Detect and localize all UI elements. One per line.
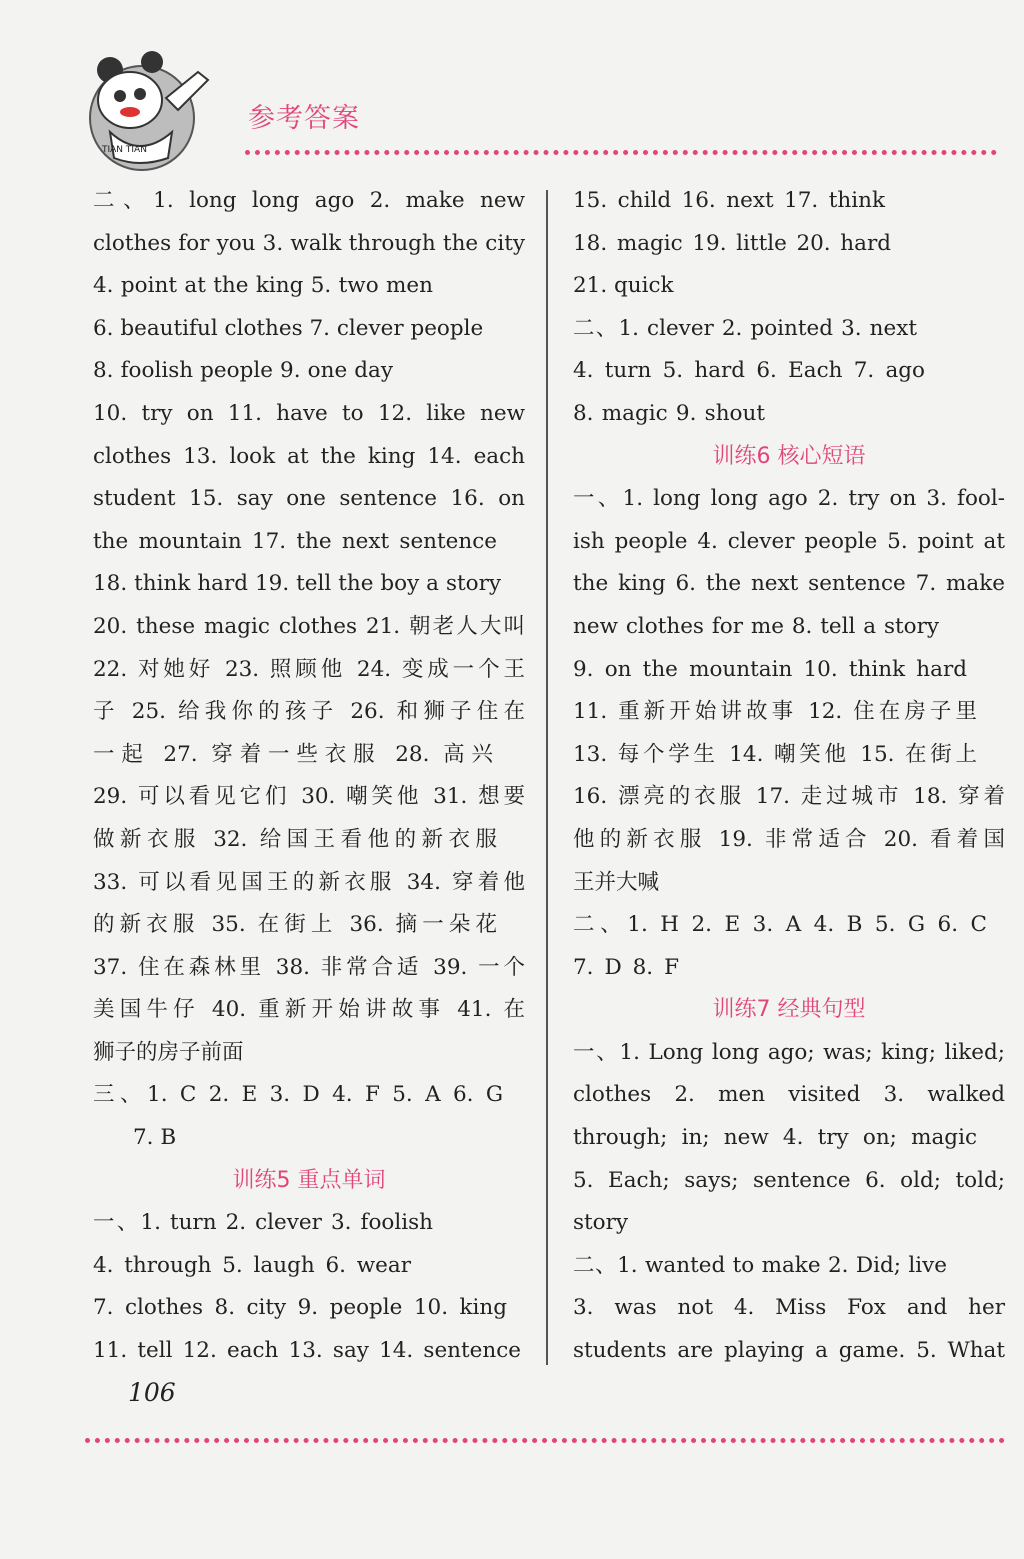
answer-line: 狮子的房子前面: [93, 1039, 244, 1065]
right-answer-column: [573, 180, 1005, 1373]
section-heading: 训练7 经典句型: [712, 997, 866, 1023]
answer-line: clothes for you 3. walk through the city: [93, 230, 525, 256]
answer-line: 29. 可以看见它们 30. 嘲笑他 31. 想要: [93, 784, 525, 810]
footer-divider: [85, 1438, 1005, 1443]
answer-line: 4. through 5. laugh 6. wear: [93, 1252, 411, 1278]
answer-line: 三、1. C 2. E 3. D 4. F 5. A 6. G: [93, 1082, 503, 1108]
answer-line: the king 6. the next sentence 7. make: [573, 571, 1005, 597]
answer-line: 一、1. turn 2. clever 3. foolish: [93, 1210, 433, 1236]
answer-line: 22. 对她好 23. 照顾他 24. 变成一个王: [93, 656, 525, 682]
answer-line: 王并大喊: [573, 869, 660, 895]
answer-line: 18. magic 19. little 20. hard: [573, 230, 891, 256]
answer-line: ish people 4. clever people 5. point at: [573, 528, 1005, 554]
answer-line: 一起 27. 穿着一些衣服 28. 高兴: [93, 741, 493, 767]
answer-line: 8. foolish people 9. one day: [93, 358, 393, 384]
answer-line: 的新衣服 35. 在街上 36. 摘一朵花: [93, 912, 497, 938]
answer-line: clothes 2. men visited 3. walked: [573, 1082, 1005, 1108]
answer-line: 做新衣服 32. 给国王看他的新衣服: [93, 826, 497, 852]
answer-line: 他的新衣服 19. 非常适合 20. 看着国: [573, 826, 1005, 852]
page-title: 参考答案: [248, 103, 360, 134]
answer-line: 4. turn 5. hard 6. Each 7. ago: [573, 358, 925, 384]
tiger-mascot-logo: [80, 40, 220, 175]
section-heading: 训练6 核心短语: [712, 443, 866, 469]
answer-line: 子 25. 给我你的孩子 26. 和狮子住在: [93, 699, 525, 725]
answer-line: 7. D 8. F: [573, 954, 679, 980]
answer-line: 一、1. long long ago 2. try on 3. fool-: [573, 486, 1005, 512]
answer-line: 7. clothes 8. city 9. people 10. king: [93, 1295, 507, 1321]
answer-line: 4. point at the king 5. two men: [93, 273, 433, 299]
answer-line: 11. tell 12. each 13. say 14. sentence: [93, 1338, 521, 1364]
header-divider: [245, 150, 997, 155]
answer-line: through; in; new 4. try on; magic: [573, 1125, 977, 1151]
left-answer-column: [93, 180, 525, 1373]
answer-line: 11. 重新开始讲故事 12. 住在房子里: [573, 699, 977, 725]
answer-line: 6. beautiful clothes 7. clever people: [93, 315, 484, 341]
page-number: 106: [128, 1378, 176, 1407]
answer-line: 33. 可以看见国王的新衣服 34. 穿着他: [93, 869, 525, 895]
answer-line: 二、1. wanted to make 2. Did; live: [573, 1252, 947, 1278]
answer-line: students are playing a game. 5. What: [573, 1338, 1005, 1364]
answer-line: 15. child 16. next 17. think: [573, 188, 885, 213]
answer-line: 13. 每个学生 14. 嘲笑他 15. 在街上: [573, 741, 977, 767]
answer-line: story: [573, 1210, 629, 1236]
answer-line: 16. 漂亮的衣服 17. 走过城市 18. 穿着: [573, 784, 1005, 810]
answer-line: student 15. say one sentence 16. on: [93, 486, 525, 512]
answer-line: clothes 13. look at the king 14. each: [93, 443, 525, 469]
logo-text-left: TIAN TIAN: [102, 145, 147, 155]
answer-line: 5. Each; says; sentence 6. old; told;: [573, 1167, 1005, 1193]
answer-line: 7. B: [133, 1125, 177, 1151]
answer-line: the mountain 17. the next sentence: [93, 528, 497, 554]
answer-line: 二、1. clever 2. pointed 3. next: [573, 315, 917, 341]
answer-line: 9. on the mountain 10. think hard: [573, 656, 967, 682]
answer-line: 21. quick: [573, 273, 674, 299]
answer-line: 18. think hard 19. tell the boy a story: [93, 571, 501, 597]
answer-line: new clothes for me 8. tell a story: [573, 613, 939, 639]
answer-line: 3. was not 4. Miss Fox and her: [573, 1295, 1005, 1321]
answer-line: 二、1. long long ago 2. make new: [93, 188, 525, 213]
section-heading: 训练5 重点单词: [232, 1167, 386, 1193]
answer-line: 一、1. Long long ago; was; king; liked;: [573, 1039, 1005, 1065]
answer-line: 20. these magic clothes 21. 朝老人大叫: [93, 613, 525, 639]
answer-line: 美国牛仔 40. 重新开始讲故事 41. 在: [93, 997, 525, 1023]
answer-line: 10. try on 11. have to 12. like new: [93, 400, 525, 426]
answer-line: 37. 住在森林里 38. 非常合适 39. 一个: [93, 954, 525, 980]
answer-line: 8. magic 9. shout: [573, 400, 765, 426]
column-divider: [546, 190, 548, 1365]
answer-line: 二、1. H 2. E 3. A 4. B 5. G 6. C: [573, 912, 987, 938]
